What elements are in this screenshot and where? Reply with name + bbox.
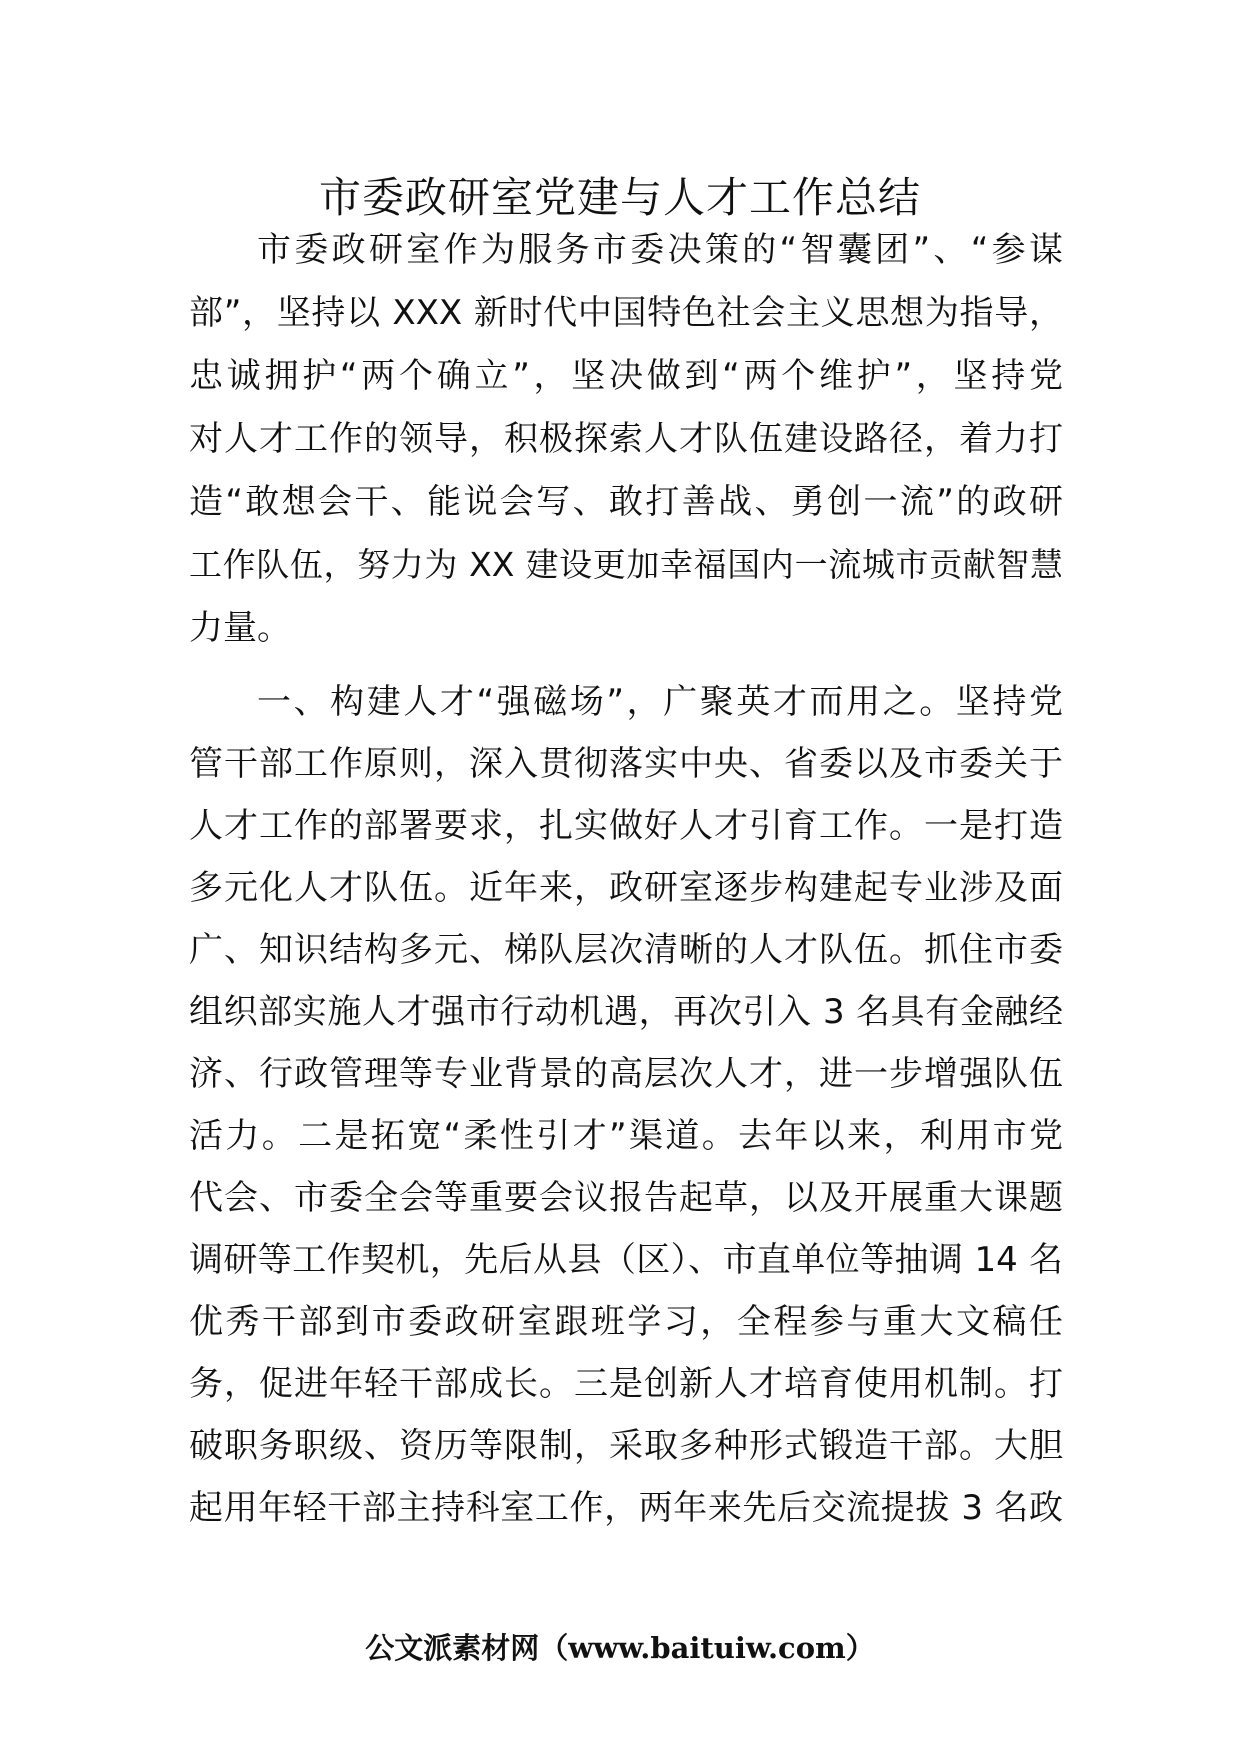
body-line: 多元化人才队伍。近年来，政研室逐步构建起专业涉及面 <box>189 868 1063 908</box>
body-line: 济、行政管理等专业背景的高层次人才，进一步增强队伍 <box>189 1054 1063 1094</box>
section-heading-line: 一、构建人才“强磁场”，广聚英才而用之。坚持党 <box>257 682 1063 722</box>
document-title: 市委政研室党建与人才工作总结 <box>318 173 921 222</box>
body-line: 广、知识结构多元、梯队层次清晰的人才队伍。抓住市委 <box>189 930 1063 970</box>
body-line: 优秀干部到市委政研室跟班学习，全程参与重大文稿任 <box>189 1302 1063 1342</box>
body-line: 造“敢想会干、能说会写、敢打善战、勇创一流”的政研 <box>189 482 1063 522</box>
body-line: 破职务职级、资历等限制，采取多种形式锻造干部。大胆 <box>189 1426 1063 1466</box>
body-line: 人才工作的部署要求，扎实做好人才引育工作。一是打造 <box>189 806 1063 846</box>
body-line: 代会、市委全会等重要会议报告起草，以及开展重大课题 <box>189 1178 1063 1218</box>
body-line: 力量。 <box>189 608 291 648</box>
body-line: 调研等工作契机，先后从县（区）、市直单位等抽调 14 名 <box>189 1240 1063 1280</box>
body-line: 工作队伍，努力为 XX 建设更加幸福国内一流城市贡献智慧 <box>189 545 1063 584</box>
body-line: 忠诚拥护“两个确立”，坚决做到“两个维护”，坚持党 <box>189 356 1063 396</box>
body-line: 对人才工作的领导，积极探索人才队伍建设路径，着力打 <box>189 419 1063 459</box>
body-line: 组织部实施人才强市行动机遇，再次引入 3 名具有金融经 <box>189 992 1063 1032</box>
body-line: 务，促进年轻干部成长。三是创新人才培育使用机制。打 <box>189 1364 1063 1404</box>
body-line: 起用年轻干部主持科室工作，两年来先后交流提拔 3 名政 <box>189 1488 1063 1528</box>
body-line: 活力。二是拓宽“柔性引才”渠道。去年以来，利用市党 <box>189 1116 1063 1156</box>
body-line: 市委政研室作为服务市委决策的“智囊团”、“参谋 <box>257 230 1063 270</box>
footer-watermark: 公文派素材网（www.baituiw.com） <box>365 1631 875 1665</box>
body-line: 管干部工作原则，深入贯彻落实中央、省委以及市委关于 <box>189 744 1063 784</box>
body-line: 部”，坚持以 XXX 新时代中国特色社会主义思想为指导， <box>189 293 1063 333</box>
